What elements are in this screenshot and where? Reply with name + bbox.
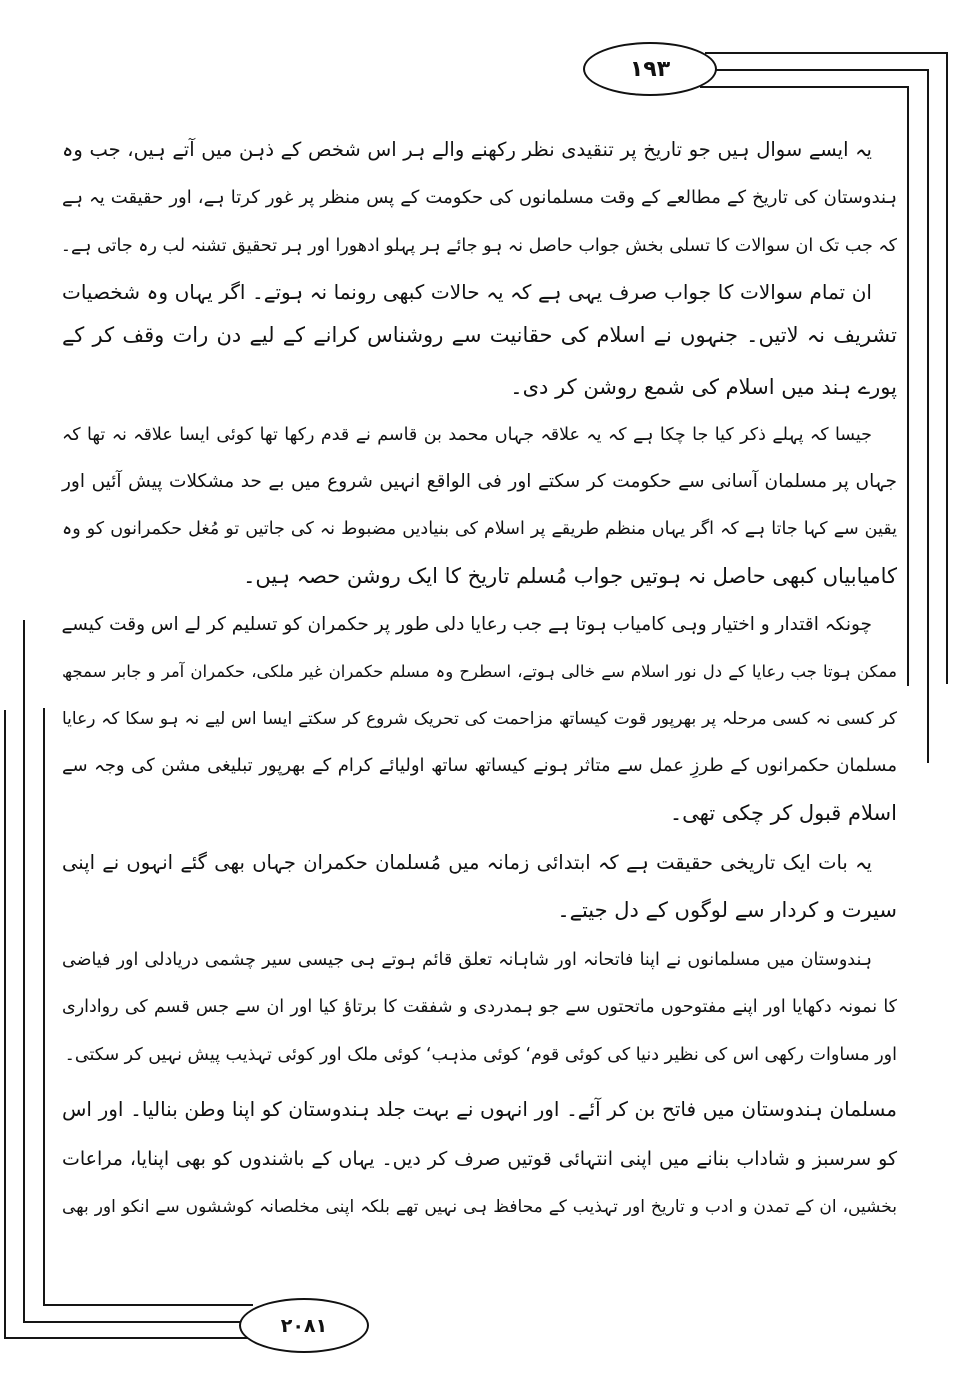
text-line: اسلام قبول کر چکی تھی۔ (669, 801, 897, 825)
top-page-number: ۱۹۳ (583, 42, 717, 96)
bottom-page-number: ۲۰۸۱ (239, 1298, 369, 1353)
text-line: جیسا کہ پہلے ذکر کیا جا چکا ہے کہ یہ علاقہ جہاں محمد بن قاسم نے قدم رکھا تھا کوئی ایسا علاقہ نہ تھا کہ (62, 425, 872, 445)
text-line: پورے ہند میں اسلام کی شمع روشن کر دی۔ (510, 375, 897, 399)
text-line: کو سرسبز و شاداب بنانے میں اپنی انتہائی قوتیں صرف کر دیں۔ یہاں کے باشندوں کو بھی اپنایا، مراعات (62, 1148, 897, 1170)
text-line: یہ بات ایک تاریخی حقیقت ہے کہ ابتدائی زمانہ میں مُسلمان حکمران جہاں بھی گئے انہوں نے اپنی (62, 851, 872, 874)
text-line: یقین سے کہا جاتا ہے کہ اگر یہاں منظم طریقے پر اسلام کی بنیادیں مضبوط نہ کی جاتیں تو مُغل حکمرانوں کو وہ (62, 519, 897, 539)
text-line: کامیابیاں کبھی حاصل نہ ہوتیں جواب مُسلم تاریخ کا ایک روشن حصہ ہیں۔ (243, 564, 897, 588)
text-line: ممکن ہوتا جب رعایا کے دل نور اسلام سے خالی ہوتے، اسطرح وہ مسلم حکمران غیر ملکی، حکمران آمر و جابر سمجھ (62, 662, 897, 681)
text-line: اور مساوات رکھی اس کی نظیر دنیا کی کوئی قوم‘ کوئی مذہب‘ کوئی ملک اور کوئی تہذیب پیش نہیں کر سکتی۔ (64, 1045, 897, 1065)
text-line: سیرت و کردار سے لوگوں کے دل جیتے۔ (557, 898, 897, 922)
frame-line (705, 52, 948, 54)
text-line: چونکہ اقتدار و اختیار وہی کامیاب ہوتا ہے جب رعایا دلی طور پر حکمران کو تسلیم کر لے اس وقت کیسے (61, 614, 872, 635)
text-line: کر کسی نہ کسی مرحلہ پر بھرپور قوت کیساتھ مزاحمت کی تحریک شروع کر سکتے ایسا اس لیے نہ ہو سکا کہ رعایا (62, 709, 897, 729)
frame-line (927, 69, 929, 763)
text-line: ان تمام سوالات کا جواب صرف یہی ہے کہ یہ حالات کبھی رونما نہ ہوتے۔ اگر یہاں وہ شخصیات (62, 280, 872, 304)
frame-line (4, 1337, 254, 1339)
frame-line (23, 620, 25, 1323)
text-line: جہاں پر مسلمان آسانی سے حکومت کر سکتے اور فی الواقع انہیں شروع میں بے حد مشکلات پیش آئیں اور (62, 471, 897, 492)
frame-line (712, 69, 929, 71)
frame-line (43, 1304, 253, 1306)
text-line: تشریف نہ لاتیں۔ جنہوں نے اسلام کی حقانیت سے روشناس کرانے کے لیے دن رات وقف کر کے (62, 323, 897, 347)
frame-line (907, 86, 909, 686)
frame-line (700, 86, 909, 88)
frame-line (4, 710, 6, 1339)
text-line: کہ جب تک ان سوالات کا تسلی بخش جواب حاصل نہ ہو جائے ہر پہلو ادھورا اور ہر تحقیق تشنہ لب رہ جاتی ہے۔ (60, 236, 897, 256)
text-line: کا نمونہ دکھایا اور اپنے مفتوحوں ماتحتوں سے جو ہمدردی و شفقت کا برتاؤ کیا اور ان سے جس قسم کی رواداری (62, 997, 897, 1017)
text-line: ہندوستان کی تاریخ کے مطالعے کے وقت مسلمانوں کی حکومت کے پس منظر پر غور کرتا ہے، اور حقیقت یہ ہے (62, 187, 897, 208)
text-line: یہ ایسے سوال ہیں جو تاریخ پر تنقیدی نظر رکھنے والے ہر اس شخص کے ذہن میں آتے ہیں، جب وہ (62, 138, 872, 161)
frame-line (946, 52, 948, 684)
text-line: مسلمان حکمرانوں کے طرزِ عمل سے متاثر ہونے کیساتھ ساتھ اولیائے کرام کے بھرپور تبلیغی مشن کی وجہ سے (62, 755, 897, 776)
text-line: بخشیں، ان کے تمدن و ادب و تاریخ اور تہذیب کے محافظ ہی نہیں تھے بلکہ اپنی مخلصانہ کوششوں سے انکو اور بھی (62, 1197, 897, 1217)
text-line: ہندوستان میں مسلمانوں نے اپنا فاتحانہ اور شاہانہ تعلق قائم ہوتے ہی جیسی سیر چشمی دریادلی اور فیاضی (62, 950, 872, 970)
text-line: مسلمان ہندوستان میں فاتح بن کر آئے۔ اور انہوں نے بہت جلد ہندوستان کو اپنا وطن بنالیا۔ اور اس (62, 1097, 897, 1121)
frame-line (43, 708, 45, 1306)
frame-line (23, 1321, 243, 1323)
